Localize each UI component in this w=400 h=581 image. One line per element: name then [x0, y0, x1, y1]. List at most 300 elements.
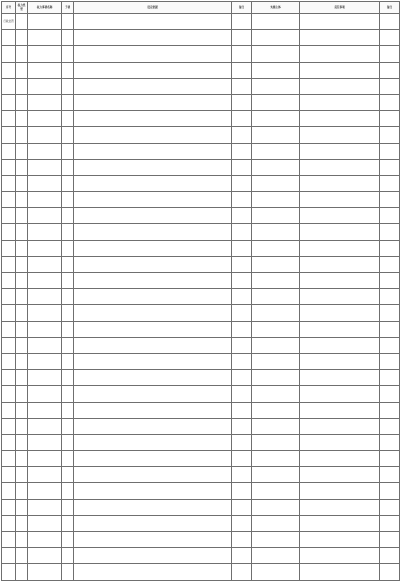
cell-type	[16, 240, 28, 256]
cell-duty	[300, 159, 380, 175]
cell-dept	[252, 418, 300, 434]
cell-basis	[74, 273, 232, 289]
cell-remark	[380, 143, 400, 159]
cell-name	[28, 208, 62, 224]
table-row	[2, 467, 400, 483]
cell-remark	[380, 353, 400, 369]
cell-basis	[74, 111, 232, 127]
cell-name	[28, 240, 62, 256]
cell-basis	[74, 467, 232, 483]
cell-no	[2, 499, 16, 515]
cell-basis	[74, 451, 232, 467]
cell-no	[2, 434, 16, 450]
cell-duty	[300, 532, 380, 548]
cell-remark	[380, 289, 400, 305]
cell-basis	[74, 30, 232, 46]
cell-remark	[380, 127, 400, 143]
cell-name	[28, 127, 62, 143]
header-cell-dept: 实施主体	[252, 2, 300, 14]
cell-name	[28, 159, 62, 175]
cell-name	[28, 46, 62, 62]
cell-remark	[380, 451, 400, 467]
cell-note	[232, 483, 252, 499]
table-row	[2, 289, 400, 305]
cell-note	[232, 467, 252, 483]
cell-type	[16, 386, 28, 402]
cell-name	[28, 548, 62, 564]
cell-dept	[252, 240, 300, 256]
cell-type	[16, 30, 28, 46]
cell-no	[2, 30, 16, 46]
cell-sub	[62, 46, 74, 62]
cell-no	[2, 467, 16, 483]
header-cell-note: 备注	[232, 2, 252, 14]
cell-basis	[74, 62, 232, 78]
cell-remark	[380, 370, 400, 386]
cell-remark	[380, 321, 400, 337]
table-row	[2, 353, 400, 369]
cell-note	[232, 273, 252, 289]
cell-name	[28, 224, 62, 240]
cell-note	[232, 62, 252, 78]
cell-type	[16, 256, 28, 272]
cell-remark	[380, 62, 400, 78]
table-row	[2, 159, 400, 175]
cell-sub	[62, 224, 74, 240]
cell-remark	[380, 548, 400, 564]
table-row	[2, 451, 400, 467]
table-row	[2, 175, 400, 191]
cell-remark	[380, 434, 400, 450]
cell-basis	[74, 402, 232, 418]
cell-duty	[300, 515, 380, 531]
cell-no	[2, 386, 16, 402]
cell-dept	[252, 337, 300, 353]
cell-type	[16, 14, 28, 30]
cell-no	[2, 564, 16, 580]
cell-note	[232, 14, 252, 30]
table-row	[2, 402, 400, 418]
cell-basis	[74, 499, 232, 515]
cell-duty	[300, 240, 380, 256]
document-page	[1, 1, 399, 553]
cell-no	[2, 62, 16, 78]
header-cell-no: 序号	[2, 2, 16, 14]
cell-type	[16, 402, 28, 418]
cell-no	[2, 127, 16, 143]
header-cell-duty: 责任事项	[300, 2, 380, 14]
cell-remark	[380, 402, 400, 418]
cell-duty	[300, 273, 380, 289]
table-row	[2, 532, 400, 548]
cell-basis	[74, 337, 232, 353]
cell-type	[16, 111, 28, 127]
cell-name	[28, 62, 62, 78]
cell-basis	[74, 418, 232, 434]
cell-no	[2, 532, 16, 548]
cell-basis	[74, 353, 232, 369]
cell-dept	[252, 451, 300, 467]
cell-sub	[62, 483, 74, 499]
cell-type	[16, 337, 28, 353]
table-row	[2, 94, 400, 110]
cell-duty	[300, 548, 380, 564]
cell-sub	[62, 548, 74, 564]
cell-name	[28, 515, 62, 531]
cell-type	[16, 46, 28, 62]
cell-name	[28, 192, 62, 208]
table-row	[2, 240, 400, 256]
cell-dept	[252, 78, 300, 94]
table-row	[2, 256, 400, 272]
cell-duty	[300, 192, 380, 208]
cell-note	[232, 159, 252, 175]
cell-type	[16, 370, 28, 386]
cell-type	[16, 175, 28, 191]
cell-name	[28, 370, 62, 386]
cell-sub	[62, 208, 74, 224]
cell-remark	[380, 192, 400, 208]
cell-remark	[380, 159, 400, 175]
cell-sub	[62, 370, 74, 386]
cell-type	[16, 208, 28, 224]
cell-duty	[300, 386, 380, 402]
cell-no	[2, 111, 16, 127]
cell-basis	[74, 143, 232, 159]
cell-no	[2, 548, 16, 564]
cell-note	[232, 240, 252, 256]
cell-name	[28, 386, 62, 402]
cell-no	[2, 370, 16, 386]
cell-basis	[74, 564, 232, 580]
cell-basis	[74, 78, 232, 94]
cell-basis	[74, 240, 232, 256]
table-row	[2, 386, 400, 402]
cell-note	[232, 548, 252, 564]
cell-sub	[62, 499, 74, 515]
cell-no	[2, 418, 16, 434]
cell-basis	[74, 256, 232, 272]
cell-type	[16, 499, 28, 515]
cell-basis	[74, 321, 232, 337]
cell-no	[2, 305, 16, 321]
cell-note	[232, 532, 252, 548]
cell-type	[16, 159, 28, 175]
cell-note	[232, 353, 252, 369]
cell-basis	[74, 370, 232, 386]
cell-sub	[62, 14, 74, 30]
cell-name	[28, 434, 62, 450]
power-list-table	[1, 1, 400, 581]
cell-note	[232, 78, 252, 94]
cell-no	[2, 143, 16, 159]
cell-note	[232, 451, 252, 467]
cell-no	[2, 159, 16, 175]
cell-note	[232, 94, 252, 110]
cell-basis	[74, 289, 232, 305]
cell-duty	[300, 14, 380, 30]
cell-name	[28, 289, 62, 305]
cell-duty	[300, 208, 380, 224]
cell-dept	[252, 467, 300, 483]
cell-dept	[252, 94, 300, 110]
cell-basis	[74, 224, 232, 240]
cell-sub	[62, 273, 74, 289]
cell-name	[28, 564, 62, 580]
cell-no	[2, 483, 16, 499]
table-row	[2, 62, 400, 78]
cell-type	[16, 127, 28, 143]
cell-note	[232, 111, 252, 127]
cell-name	[28, 321, 62, 337]
cell-note	[232, 256, 252, 272]
cell-sub	[62, 386, 74, 402]
cell-remark	[380, 564, 400, 580]
cell-dept	[252, 515, 300, 531]
cell-type	[16, 467, 28, 483]
cell-duty	[300, 46, 380, 62]
cell-dept	[252, 208, 300, 224]
cell-type	[16, 451, 28, 467]
cell-dept	[252, 386, 300, 402]
table-row	[2, 78, 400, 94]
cell-no	[2, 515, 16, 531]
cell-sub	[62, 532, 74, 548]
cell-sub	[62, 289, 74, 305]
cell-duty	[300, 451, 380, 467]
cell-sub	[62, 418, 74, 434]
table-body	[2, 14, 400, 581]
cell-sub	[62, 402, 74, 418]
cell-name	[28, 94, 62, 110]
cell-note	[232, 127, 252, 143]
cell-duty	[300, 224, 380, 240]
cell-duty	[300, 127, 380, 143]
cell-basis	[74, 305, 232, 321]
cell-duty	[300, 402, 380, 418]
cell-remark	[380, 337, 400, 353]
header-row	[2, 2, 400, 14]
cell-duty	[300, 143, 380, 159]
cell-dept	[252, 321, 300, 337]
cell-note	[232, 143, 252, 159]
table-row	[2, 127, 400, 143]
cell-no	[2, 192, 16, 208]
cell-name	[28, 451, 62, 467]
cell-name	[28, 402, 62, 418]
table-row	[2, 370, 400, 386]
cell-name	[28, 499, 62, 515]
cell-basis	[74, 548, 232, 564]
cell-duty	[300, 418, 380, 434]
header-cell-basis: 设定依据	[74, 2, 232, 14]
table-row	[2, 515, 400, 531]
cell-basis	[74, 159, 232, 175]
cell-remark	[380, 418, 400, 434]
table-row	[2, 30, 400, 46]
cell-sub	[62, 143, 74, 159]
cell-note	[232, 564, 252, 580]
cell-remark	[380, 224, 400, 240]
table-row	[2, 111, 400, 127]
cell-name	[28, 111, 62, 127]
cell-name	[28, 532, 62, 548]
cell-basis	[74, 386, 232, 402]
cell-name	[28, 143, 62, 159]
cell-sub	[62, 240, 74, 256]
cell-no	[2, 240, 16, 256]
cell-duty	[300, 111, 380, 127]
cell-type	[16, 483, 28, 499]
cell-duty	[300, 256, 380, 272]
cell-basis	[74, 192, 232, 208]
cell-type	[16, 434, 28, 450]
cell-type	[16, 515, 28, 531]
cell-duty	[300, 499, 380, 515]
cell-remark	[380, 305, 400, 321]
cell-sub	[62, 564, 74, 580]
header-cell-sub: 子项	[62, 2, 74, 14]
cell-name	[28, 337, 62, 353]
cell-dept	[252, 353, 300, 369]
cell-type	[16, 224, 28, 240]
cell-dept	[252, 434, 300, 450]
cell-sub	[62, 62, 74, 78]
cell-note	[232, 321, 252, 337]
cell-no	[2, 321, 16, 337]
table-row	[2, 224, 400, 240]
cell-no	[2, 337, 16, 353]
cell-sub	[62, 353, 74, 369]
cell-type	[16, 273, 28, 289]
table-row	[2, 337, 400, 353]
cell-type	[16, 143, 28, 159]
cell-duty	[300, 483, 380, 499]
cell-type	[16, 94, 28, 110]
cell-dept	[252, 62, 300, 78]
cell-duty	[300, 175, 380, 191]
cell-remark	[380, 483, 400, 499]
cell-no	[2, 208, 16, 224]
cell-note	[232, 175, 252, 191]
cell-duty	[300, 321, 380, 337]
table-row	[2, 14, 400, 30]
cell-no	[2, 94, 16, 110]
table-row	[2, 564, 400, 580]
cell-sub	[62, 192, 74, 208]
table-row	[2, 208, 400, 224]
cell-sub	[62, 94, 74, 110]
cell-basis	[74, 532, 232, 548]
cell-note	[232, 305, 252, 321]
table-row	[2, 548, 400, 564]
cell-dept	[252, 305, 300, 321]
cell-dept	[252, 192, 300, 208]
cell-name	[28, 30, 62, 46]
table-row	[2, 418, 400, 434]
cell-sub	[62, 321, 74, 337]
cell-dept	[252, 46, 300, 62]
cell-dept	[252, 370, 300, 386]
table-row	[2, 499, 400, 515]
cell-remark	[380, 467, 400, 483]
cell-remark	[380, 78, 400, 94]
cell-name	[28, 14, 62, 30]
cell-remark	[380, 14, 400, 30]
cell-basis	[74, 175, 232, 191]
cell-sub	[62, 256, 74, 272]
cell-no	[2, 402, 16, 418]
cell-dept	[252, 143, 300, 159]
cell-sub	[62, 515, 74, 531]
header-cell-type: 权力类型	[16, 2, 28, 14]
cell-sub	[62, 467, 74, 483]
cell-sub	[62, 434, 74, 450]
cell-type	[16, 305, 28, 321]
cell-sub	[62, 78, 74, 94]
table-row	[2, 434, 400, 450]
cell-no	[2, 273, 16, 289]
cell-name	[28, 256, 62, 272]
cell-type	[16, 192, 28, 208]
cell-dept	[252, 532, 300, 548]
cell-dept	[252, 14, 300, 30]
cell-remark	[380, 46, 400, 62]
cell-note	[232, 208, 252, 224]
cell-remark	[380, 175, 400, 191]
cell-duty	[300, 337, 380, 353]
cell-duty	[300, 30, 380, 46]
table-row	[2, 143, 400, 159]
cell-type	[16, 321, 28, 337]
cell-dept	[252, 483, 300, 499]
cell-dept	[252, 273, 300, 289]
cell-dept	[252, 30, 300, 46]
cell-note	[232, 515, 252, 531]
cell-type	[16, 564, 28, 580]
cell-dept	[252, 256, 300, 272]
cell-remark	[380, 240, 400, 256]
cell-name	[28, 418, 62, 434]
cell-type	[16, 62, 28, 78]
cell-sub	[62, 111, 74, 127]
table-row	[2, 46, 400, 62]
cell-remark	[380, 515, 400, 531]
cell-remark	[380, 30, 400, 46]
cell-duty	[300, 78, 380, 94]
cell-note	[232, 289, 252, 305]
cell-sub	[62, 451, 74, 467]
cell-basis	[74, 46, 232, 62]
cell-type	[16, 548, 28, 564]
cell-duty	[300, 62, 380, 78]
cell-no	[2, 256, 16, 272]
cell-name	[28, 353, 62, 369]
cell-no	[2, 224, 16, 240]
cell-no	[2, 353, 16, 369]
cell-note	[232, 386, 252, 402]
cell-name	[28, 305, 62, 321]
cell-note	[232, 370, 252, 386]
cell-duty	[300, 94, 380, 110]
cell-note	[232, 418, 252, 434]
cell-dept	[252, 175, 300, 191]
cell-name	[28, 273, 62, 289]
table-row	[2, 483, 400, 499]
cell-sub	[62, 337, 74, 353]
cell-note	[232, 224, 252, 240]
cell-note	[232, 499, 252, 515]
